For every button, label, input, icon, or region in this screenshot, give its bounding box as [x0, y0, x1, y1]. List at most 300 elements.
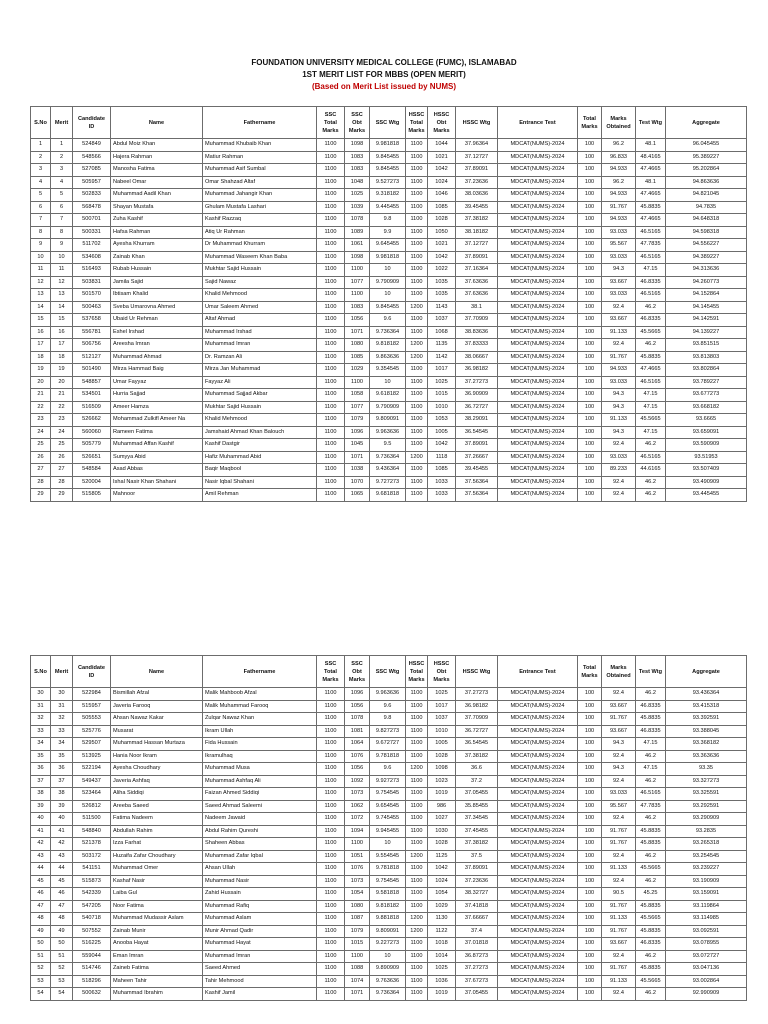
cell-marks-obtained: 91.767 [602, 963, 636, 976]
cell-test-wtg: 46.2 [636, 688, 666, 701]
cell-ssc-total: 1100 [317, 825, 345, 838]
cell-total-marks: 100 [578, 850, 602, 863]
cell-candidate-id: 526662 [73, 414, 111, 427]
header-row [31, 656, 747, 688]
cell-marks-obtained: 94.3 [602, 389, 636, 402]
cell-hssc-obt: 1036 [428, 975, 456, 988]
cell-name: Ishal Nasir Khan Shahani [111, 476, 203, 489]
cell-hssc-obt: 1025 [428, 963, 456, 976]
cell-fathername: Khalid Mehmood [203, 289, 317, 302]
cell-merit: 46 [51, 888, 73, 901]
cell-entrance-test: MDCAT(NUMS)-2024 [498, 813, 578, 826]
cell-aggregate: 93.078955 [666, 938, 747, 951]
cell-total-marks: 100 [578, 364, 602, 377]
cell-name: Umar Fayyaz [111, 376, 203, 389]
cell-hssc-wtg: 37.96364 [456, 139, 498, 152]
cell-ssc-obt: 1073 [345, 875, 370, 888]
cell-total-marks: 100 [578, 750, 602, 763]
cell-merit: 7 [51, 214, 73, 227]
cell-entrance-test: MDCAT(NUMS)-2024 [498, 276, 578, 289]
cell-aggregate: 94.598318 [666, 226, 747, 239]
cell-marks-obtained: 92.4 [602, 301, 636, 314]
cell-fathername: Muhammad Jahangir Khan [203, 189, 317, 202]
cell-ssc-obt: 1051 [345, 850, 370, 863]
cell-marks-obtained: 95.567 [602, 800, 636, 813]
cell-marks-obtained: 94.3 [602, 401, 636, 414]
cell-hssc-wtg: 37.05455 [456, 988, 498, 1001]
cell-merit: 8 [51, 226, 73, 239]
cell-ssc-wtg: 9.890909 [370, 963, 406, 976]
cell-candidate-id: 540718 [73, 913, 111, 926]
cell-fathername: Muhammad Imran [203, 950, 317, 963]
cell-ssc-wtg: 9.781818 [370, 863, 406, 876]
table-row [31, 788, 747, 801]
cell-test-wtg: 46.5165 [636, 451, 666, 464]
cell-hssc-total: 1100 [406, 775, 428, 788]
cell-test-wtg: 46.5165 [636, 376, 666, 389]
table-row [31, 239, 747, 252]
cell-fathername: Ikram Ullah [203, 725, 317, 738]
cell-test-wtg: 47.15 [636, 426, 666, 439]
cell-sno: 31 [31, 700, 51, 713]
cell-hssc-wtg: 37.27273 [456, 963, 498, 976]
cell-marks-obtained: 91.133 [602, 975, 636, 988]
cell-entrance-test: MDCAT(NUMS)-2024 [498, 863, 578, 876]
cell-fathername: Omar Shahzad Altaf [203, 176, 317, 189]
cell-test-wtg: 45.8835 [636, 351, 666, 364]
cell-entrance-test: MDCAT(NUMS)-2024 [498, 763, 578, 776]
cell-hssc-wtg: 36.54545 [456, 738, 498, 751]
cell-entrance-test: MDCAT(NUMS)-2024 [498, 725, 578, 738]
cell-marks-obtained: 91.767 [602, 925, 636, 938]
cell-sno: 3 [31, 164, 51, 177]
cell-ssc-obt: 1098 [345, 139, 370, 152]
table-row [31, 276, 747, 289]
cell-fathername: Shaheen Abbas [203, 838, 317, 851]
table-row [31, 838, 747, 851]
cell-ssc-total: 1100 [317, 164, 345, 177]
cell-ssc-wtg: 9.436364 [370, 464, 406, 477]
cell-entrance-test: MDCAT(NUMS)-2024 [498, 800, 578, 813]
cell-test-wtg: 47.4665 [636, 164, 666, 177]
cell-hssc-wtg: 37.05455 [456, 788, 498, 801]
cell-ssc-total: 1100 [317, 226, 345, 239]
cell-ssc-obt: 1080 [345, 900, 370, 913]
cell-aggregate: 93.159091 [666, 888, 747, 901]
table-row [31, 850, 747, 863]
cell-candidate-id: 537658 [73, 314, 111, 327]
cell-ssc-obt: 1087 [345, 913, 370, 926]
cell-ssc-total: 1100 [317, 301, 345, 314]
cell-name: Eshel Irshad [111, 326, 203, 339]
cell-ssc-obt: 1062 [345, 800, 370, 813]
cell-entrance-test: MDCAT(NUMS)-2024 [498, 176, 578, 189]
cell-ssc-obt: 1081 [345, 725, 370, 738]
cell-test-wtg: 46.5165 [636, 788, 666, 801]
column-header-marks-obtained: Marks Obtained [602, 107, 636, 139]
cell-merit: 50 [51, 938, 73, 951]
cell-hssc-wtg: 37.23636 [456, 875, 498, 888]
cell-entrance-test: MDCAT(NUMS)-2024 [498, 913, 578, 926]
cell-test-wtg: 44.6165 [636, 464, 666, 477]
cell-candidate-id: 559044 [73, 950, 111, 963]
cell-ssc-obt: 1083 [345, 151, 370, 164]
cell-total-marks: 100 [578, 938, 602, 951]
cell-total-marks: 100 [578, 713, 602, 726]
column-header-total-marks: Total Marks [578, 107, 602, 139]
cell-aggregate: 93.325591 [666, 788, 747, 801]
cell-hssc-obt: 1118 [428, 451, 456, 464]
cell-candidate-id: 549437 [73, 775, 111, 788]
cell-ssc-obt: 1064 [345, 738, 370, 751]
cell-fathername: Malik Muhammad Farooq [203, 700, 317, 713]
cell-test-wtg: 48.4165 [636, 151, 666, 164]
cell-entrance-test: MDCAT(NUMS)-2024 [498, 875, 578, 888]
cell-ssc-wtg: 9.809091 [370, 925, 406, 938]
cell-aggregate: 93.35 [666, 763, 747, 776]
cell-aggregate: 92.990909 [666, 988, 747, 1001]
cell-ssc-wtg: 9.727273 [370, 476, 406, 489]
cell-total-marks: 100 [578, 426, 602, 439]
cell-test-wtg: 48.1 [636, 176, 666, 189]
cell-aggregate: 94.648318 [666, 214, 747, 227]
cell-fathername: Mukhtar Sajid Hussain [203, 264, 317, 277]
cell-aggregate: 93.445455 [666, 489, 747, 502]
cell-test-wtg: 45.5665 [636, 414, 666, 427]
cell-total-marks: 100 [578, 289, 602, 302]
cell-test-wtg: 47.7835 [636, 800, 666, 813]
cell-marks-obtained: 93.033 [602, 289, 636, 302]
cell-test-wtg: 45.5665 [636, 863, 666, 876]
cell-candidate-id: 500632 [73, 988, 111, 1001]
cell-merit: 43 [51, 850, 73, 863]
cell-sno: 5 [31, 189, 51, 202]
cell-sno: 35 [31, 750, 51, 763]
column-header-test-wtg: Test Wtg [636, 656, 666, 688]
cell-entrance-test: MDCAT(NUMS)-2024 [498, 476, 578, 489]
cell-hssc-obt: 1143 [428, 301, 456, 314]
cell-fathername: Kashif Razzaq [203, 214, 317, 227]
cell-test-wtg: 46.8335 [636, 314, 666, 327]
cell-test-wtg: 45.5665 [636, 975, 666, 988]
cell-merit: 47 [51, 900, 73, 913]
cell-ssc-total: 1100 [317, 988, 345, 1001]
cell-test-wtg: 47.15 [636, 401, 666, 414]
cell-merit: 41 [51, 825, 73, 838]
cell-sno: 24 [31, 426, 51, 439]
cell-hssc-total: 1100 [406, 214, 428, 227]
cell-sno: 2 [31, 151, 51, 164]
cell-name: Maheen Tahir [111, 975, 203, 988]
cell-name: Nabeel Omar [111, 176, 203, 189]
cell-total-marks: 100 [578, 189, 602, 202]
cell-name: Areeba Saeed [111, 800, 203, 813]
cell-ssc-total: 1100 [317, 700, 345, 713]
cell-aggregate: 93.072727 [666, 950, 747, 963]
cell-name: Eman Imran [111, 950, 203, 963]
cell-test-wtg: 46.5165 [636, 226, 666, 239]
cell-fathername: Muhammad Aslam [203, 913, 317, 926]
cell-fathername: Mirza Jan Muhammad [203, 364, 317, 377]
cell-sno: 13 [31, 289, 51, 302]
cell-hssc-obt: 1022 [428, 264, 456, 277]
cell-fathername: Khalid Mehmood [203, 414, 317, 427]
cell-hssc-total: 1100 [406, 900, 428, 913]
table-row [31, 750, 747, 763]
column-header-fathername: Fathername [203, 656, 317, 688]
cell-fathername: Muhammad Ashfaq Ali [203, 775, 317, 788]
cell-entrance-test: MDCAT(NUMS)-2024 [498, 700, 578, 713]
table-row [31, 201, 747, 214]
cell-marks-obtained: 96.833 [602, 151, 636, 164]
cell-total-marks: 100 [578, 251, 602, 264]
cell-ssc-total: 1100 [317, 850, 345, 863]
cell-sno: 43 [31, 850, 51, 863]
cell-ssc-wtg: 10 [370, 950, 406, 963]
cell-marks-obtained: 92.4 [602, 850, 636, 863]
cell-candidate-id: 505957 [73, 176, 111, 189]
cell-fathername: Altaf Ahmad [203, 314, 317, 327]
table-row [31, 151, 747, 164]
cell-ssc-total: 1100 [317, 938, 345, 951]
cell-name: Muhammad Mudassir Aslam [111, 913, 203, 926]
cell-merit: 2 [51, 151, 73, 164]
cell-ssc-obt: 1070 [345, 476, 370, 489]
cell-entrance-test: MDCAT(NUMS)-2024 [498, 376, 578, 389]
cell-ssc-obt: 1029 [345, 364, 370, 377]
cell-ssc-wtg: 9.736364 [370, 988, 406, 1001]
cell-hssc-total: 1100 [406, 151, 428, 164]
cell-ssc-obt: 1054 [345, 888, 370, 901]
cell-fathername: Muhammad Musa [203, 763, 317, 776]
document-header [0, 57, 768, 92]
cell-hssc-total: 1100 [406, 364, 428, 377]
cell-ssc-wtg: 9.845455 [370, 164, 406, 177]
cell-test-wtg: 47.15 [636, 264, 666, 277]
cell-aggregate: 94.7835 [666, 201, 747, 214]
cell-ssc-obt: 1077 [345, 401, 370, 414]
cell-ssc-total: 1100 [317, 464, 345, 477]
column-header-name: Name [111, 107, 203, 139]
cell-hssc-obt: 1068 [428, 326, 456, 339]
table-row [31, 401, 747, 414]
cell-name: Huzaifa Zafar Choudhary [111, 850, 203, 863]
cell-fathername: Tahir Mehmood [203, 975, 317, 988]
cell-sno: 12 [31, 276, 51, 289]
cell-aggregate: 93.436364 [666, 688, 747, 701]
table-row [31, 164, 747, 177]
cell-ssc-obt: 1079 [345, 925, 370, 938]
cell-ssc-wtg: 9.963636 [370, 688, 406, 701]
cell-total-marks: 100 [578, 700, 602, 713]
cell-hssc-obt: 1098 [428, 763, 456, 776]
cell-hssc-obt: 1028 [428, 750, 456, 763]
cell-entrance-test: MDCAT(NUMS)-2024 [498, 164, 578, 177]
cell-hssc-wtg: 37.38182 [456, 838, 498, 851]
cell-hssc-wtg: 36.6 [456, 763, 498, 776]
cell-sno: 4 [31, 176, 51, 189]
cell-sno: 36 [31, 763, 51, 776]
cell-ssc-wtg: 9.763636 [370, 975, 406, 988]
cell-candidate-id: 503831 [73, 276, 111, 289]
cell-hssc-total: 1200 [406, 913, 428, 926]
cell-test-wtg: 47.4665 [636, 214, 666, 227]
cell-name: Areesha Imran [111, 339, 203, 352]
cell-candidate-id: 523464 [73, 788, 111, 801]
cell-ssc-wtg: 9.581818 [370, 888, 406, 901]
cell-candidate-id: 501490 [73, 364, 111, 377]
cell-marks-obtained: 93.033 [602, 451, 636, 464]
column-header-hssc-total: HSSC Total Marks [406, 656, 428, 688]
cell-name: Abdullah Rahim [111, 825, 203, 838]
cell-sno: 34 [31, 738, 51, 751]
cell-ssc-obt: 1079 [345, 414, 370, 427]
cell-ssc-total: 1100 [317, 401, 345, 414]
cell-marks-obtained: 90.5 [602, 888, 636, 901]
cell-aggregate: 93.368182 [666, 738, 747, 751]
cell-test-wtg: 46.2 [636, 775, 666, 788]
cell-sno: 51 [31, 950, 51, 963]
cell-hssc-total: 1200 [406, 351, 428, 364]
cell-merit: 34 [51, 738, 73, 751]
cell-test-wtg: 46.5165 [636, 251, 666, 264]
column-header-entrance-test: Entrance Test [498, 107, 578, 139]
cell-ssc-total: 1100 [317, 276, 345, 289]
cell-aggregate: 93.190909 [666, 875, 747, 888]
cell-test-wtg: 45.8835 [636, 713, 666, 726]
cell-marks-obtained: 92.4 [602, 339, 636, 352]
cell-marks-obtained: 92.4 [602, 775, 636, 788]
cell-ssc-total: 1100 [317, 750, 345, 763]
column-header-aggregate: Aggregate [666, 656, 747, 688]
cell-hssc-total: 1100 [406, 189, 428, 202]
cell-hssc-obt: 1085 [428, 464, 456, 477]
cell-test-wtg: 46.8335 [636, 725, 666, 738]
cell-ssc-obt: 1071 [345, 326, 370, 339]
cell-sno: 49 [31, 925, 51, 938]
cell-marks-obtained: 91.133 [602, 414, 636, 427]
cell-hssc-wtg: 37.5 [456, 850, 498, 863]
cell-ssc-obt: 1076 [345, 750, 370, 763]
cell-fathername: Sajid Nawaz [203, 276, 317, 289]
cell-marks-obtained: 91.133 [602, 913, 636, 926]
cell-merit: 36 [51, 763, 73, 776]
cell-merit: 37 [51, 775, 73, 788]
cell-name: Kashaf Nasir [111, 875, 203, 888]
cell-test-wtg: 47.7835 [636, 239, 666, 252]
cell-aggregate: 93.813803 [666, 351, 747, 364]
cell-ssc-total: 1100 [317, 738, 345, 751]
cell-marks-obtained: 92.4 [602, 875, 636, 888]
cell-hssc-wtg: 37.27273 [456, 376, 498, 389]
cell-entrance-test: MDCAT(NUMS)-2024 [498, 314, 578, 327]
cell-marks-obtained: 92.4 [602, 813, 636, 826]
cell-merit: 20 [51, 376, 73, 389]
cell-ssc-wtg: 9.318182 [370, 189, 406, 202]
cell-hssc-wtg: 36.90909 [456, 389, 498, 402]
cell-aggregate: 94.389227 [666, 251, 747, 264]
cell-aggregate: 93.047136 [666, 963, 747, 976]
cell-sno: 38 [31, 788, 51, 801]
cell-marks-obtained: 94.933 [602, 214, 636, 227]
table-row [31, 464, 747, 477]
table-row [31, 301, 747, 314]
cell-marks-obtained: 94.3 [602, 763, 636, 776]
cell-candidate-id: 524849 [73, 139, 111, 152]
cell-ssc-wtg: 9.527273 [370, 176, 406, 189]
table-row [31, 813, 747, 826]
cell-entrance-test: MDCAT(NUMS)-2024 [498, 201, 578, 214]
cell-total-marks: 100 [578, 226, 602, 239]
cell-total-marks: 100 [578, 900, 602, 913]
cell-aggregate: 93.668182 [666, 401, 747, 414]
cell-hssc-total: 1100 [406, 264, 428, 277]
cell-ssc-obt: 1083 [345, 301, 370, 314]
cell-marks-obtained: 91.767 [602, 838, 636, 851]
cell-marks-obtained: 89.233 [602, 464, 636, 477]
cell-ssc-total: 1100 [317, 863, 345, 876]
cell-marks-obtained: 94.3 [602, 426, 636, 439]
cell-sno: 7 [31, 214, 51, 227]
cell-candidate-id: 542339 [73, 888, 111, 901]
cell-total-marks: 100 [578, 489, 602, 502]
cell-test-wtg: 46.8335 [636, 938, 666, 951]
cell-test-wtg: 45.8835 [636, 963, 666, 976]
list-title: 1ST MERIT LIST FOR MBBS (OPEN MERIT) [302, 70, 466, 79]
cell-hssc-wtg: 36.87273 [456, 950, 498, 963]
cell-merit: 38 [51, 788, 73, 801]
cell-test-wtg: 47.4665 [636, 364, 666, 377]
cell-candidate-id: 516493 [73, 264, 111, 277]
cell-hssc-total: 1100 [406, 938, 428, 951]
cell-total-marks: 100 [578, 913, 602, 926]
cell-sno: 26 [31, 451, 51, 464]
cell-fathername: Kashif Jamil [203, 988, 317, 1001]
cell-name: Mahnoor [111, 489, 203, 502]
cell-ssc-wtg: 9.736364 [370, 451, 406, 464]
cell-fathername: Kashif Dastgir [203, 439, 317, 452]
column-header-ssc-total: SSC Total Marks [317, 107, 345, 139]
cell-hssc-obt: 1033 [428, 489, 456, 502]
cell-ssc-total: 1100 [317, 326, 345, 339]
column-header-merit: Merit [51, 656, 73, 688]
cell-fathername: Fayyaz Ali [203, 376, 317, 389]
cell-ssc-wtg: 9.754545 [370, 788, 406, 801]
cell-entrance-test: MDCAT(NUMS)-2024 [498, 439, 578, 452]
cell-hssc-total: 1100 [406, 476, 428, 489]
cell-candidate-id: 548584 [73, 464, 111, 477]
cell-marks-obtained: 96.2 [602, 176, 636, 189]
cell-entrance-test: MDCAT(NUMS)-2024 [498, 264, 578, 277]
cell-fathername: Malik Mahboob Afzal [203, 688, 317, 701]
cell-hssc-obt: 1042 [428, 863, 456, 876]
merit-table-page-1 [30, 106, 747, 502]
cell-test-wtg: 46.8335 [636, 700, 666, 713]
cell-test-wtg: 46.2 [636, 750, 666, 763]
cell-ssc-total: 1100 [317, 239, 345, 252]
cell-ssc-obt: 1071 [345, 988, 370, 1001]
cell-total-marks: 100 [578, 825, 602, 838]
cell-fathername: Dr. Ramzan Ali [203, 351, 317, 364]
cell-hssc-wtg: 37.27273 [456, 688, 498, 701]
cell-test-wtg: 46.2 [636, 950, 666, 963]
cell-hssc-total: 1100 [406, 326, 428, 339]
cell-candidate-id: 560060 [73, 426, 111, 439]
cell-candidate-id: 515805 [73, 489, 111, 502]
cell-aggregate: 94.556227 [666, 239, 747, 252]
cell-hssc-obt: 1010 [428, 725, 456, 738]
cell-hssc-wtg: 37.23636 [456, 176, 498, 189]
